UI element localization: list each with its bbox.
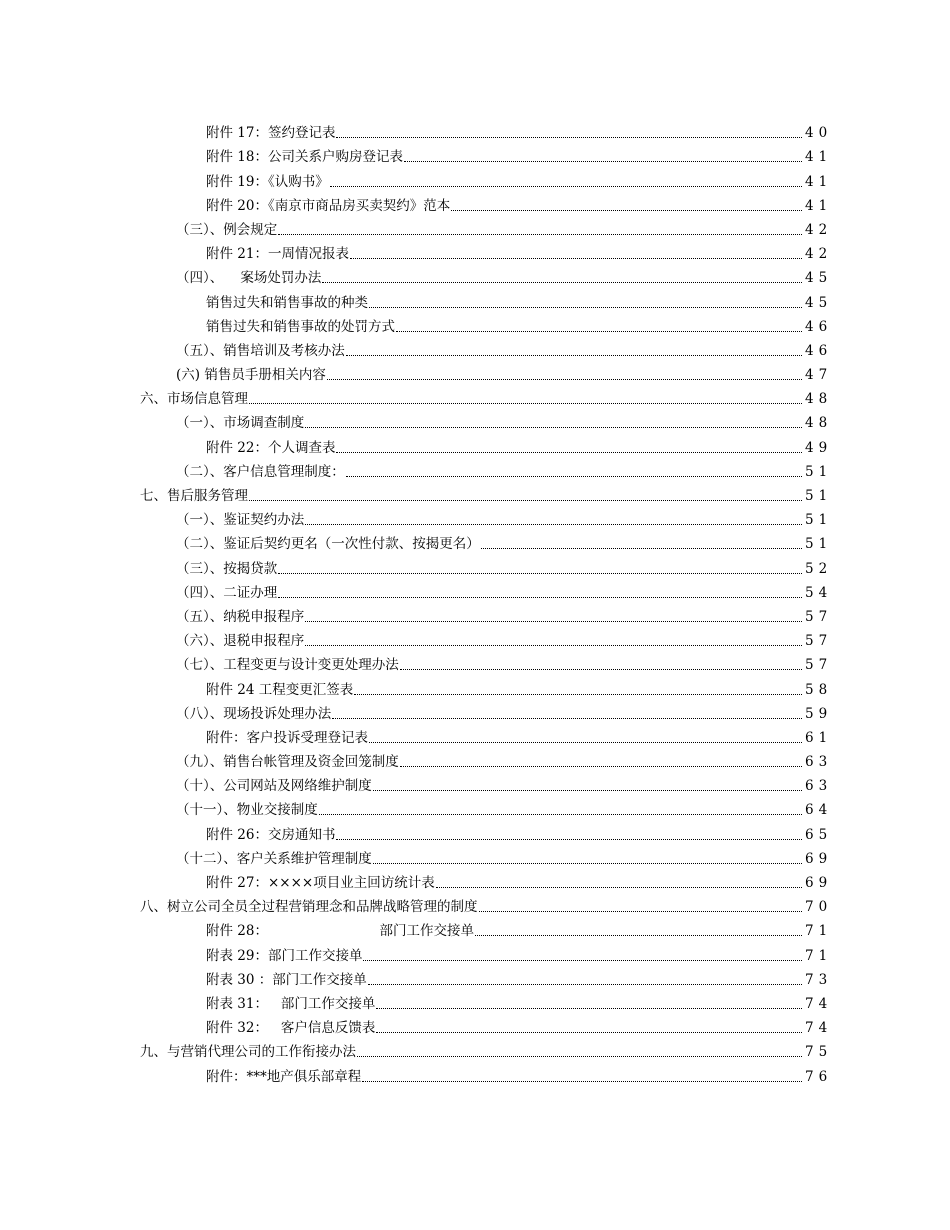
dot-leader	[350, 258, 802, 259]
toc-entry-title: （六）、退税申报程序	[176, 633, 305, 650]
toc-entry[interactable]	[0, 965, 950, 989]
toc-entry[interactable]	[0, 1061, 950, 1085]
dot-leader	[332, 718, 802, 719]
toc-entry-title: 附件 32： 客户信息反馈表	[206, 1020, 376, 1037]
toc-entry-title: （八）、现场投诉处理办法	[176, 705, 332, 722]
toc-entry-page-number: 74	[805, 1020, 833, 1037]
toc-entry[interactable]	[0, 819, 950, 843]
toc-entry-title: 附件 18：公司关系户购房登记表	[206, 149, 403, 166]
toc-entry[interactable]	[0, 868, 950, 892]
toc-entry-title: （四）、二证办理	[176, 584, 278, 601]
dot-leader	[376, 1032, 802, 1033]
toc-entry-title: 附件 20：《南京市商品房买卖契约》范本	[206, 197, 451, 214]
toc-entry[interactable]	[0, 481, 950, 505]
toc-entry-title: (六) 销售员手册相关内容	[176, 367, 326, 384]
dot-leader	[475, 935, 802, 936]
toc-entry[interactable]	[0, 287, 950, 311]
dot-leader	[319, 814, 802, 815]
toc-entry-title: （五）、纳税申报程序	[176, 608, 305, 625]
toc-entry[interactable]	[0, 650, 950, 674]
toc-entry-title: （十一）、物业交接制度	[176, 802, 318, 819]
dot-leader	[278, 573, 802, 574]
toc-entry-page-number: 46	[805, 342, 833, 359]
toc-entry-page-number: 57	[805, 633, 833, 650]
toc-entry-page-number: 76	[805, 1068, 833, 1085]
toc-entry-page-number: 51	[805, 463, 833, 480]
dot-leader	[336, 452, 802, 453]
toc-entry[interactable]	[0, 699, 950, 723]
dot-leader	[369, 742, 802, 743]
toc-entry[interactable]	[0, 457, 950, 481]
toc-entry-page-number: 74	[805, 995, 833, 1012]
dot-leader	[278, 234, 802, 235]
toc-entry-page-number: 41	[805, 173, 833, 190]
toc-entry-page-number: 70	[805, 899, 833, 916]
toc-entry-page-number: 57	[805, 608, 833, 625]
dot-leader	[479, 911, 803, 912]
dot-leader	[305, 427, 802, 428]
toc-entry[interactable]	[0, 239, 950, 263]
toc-entry[interactable]	[0, 1013, 950, 1037]
toc-entry[interactable]	[0, 602, 950, 626]
toc-entry-title: 附表 30 ：部门工作交接单	[206, 971, 367, 988]
dot-leader	[481, 548, 802, 549]
toc-entry[interactable]	[0, 505, 950, 529]
toc-entry-page-number: 54	[805, 584, 833, 601]
toc-entry-page-number: 71	[805, 923, 833, 940]
toc-entry-title: （九）、销售台帐管理及资金回笼制度	[176, 754, 399, 771]
toc-entry-title: （七）、工程变更与设计变更处理办法	[176, 657, 399, 674]
toc-entry-page-number: 49	[805, 439, 833, 456]
toc-entry[interactable]	[0, 118, 950, 142]
dot-leader	[305, 524, 802, 525]
toc-entry-page-number: 45	[805, 294, 833, 311]
toc-entry[interactable]	[0, 312, 950, 336]
dot-leader	[363, 960, 802, 961]
toc-entry[interactable]	[0, 795, 950, 819]
toc-entry-page-number: 42	[805, 246, 833, 263]
toc-entry-page-number: 47	[805, 367, 833, 384]
dot-leader	[346, 355, 802, 356]
toc-entry[interactable]	[0, 771, 950, 795]
toc-entry-page-number: 42	[805, 221, 833, 238]
toc-entry[interactable]	[0, 384, 950, 408]
toc-entry-page-number: 59	[805, 705, 833, 722]
dot-leader	[249, 500, 802, 501]
toc-entry-title: （一）、市场调查制度	[176, 415, 305, 432]
dot-leader	[305, 621, 802, 622]
toc-entry-page-number: 69	[805, 850, 833, 867]
dot-leader	[327, 379, 802, 380]
toc-entry-page-number: 63	[805, 778, 833, 795]
toc-entry[interactable]	[0, 723, 950, 747]
dot-leader	[330, 186, 802, 187]
dot-leader	[404, 161, 802, 162]
toc-entry-title: 附件 21：一周情况报表	[206, 246, 349, 263]
toc-entry[interactable]	[0, 529, 950, 553]
toc-entry-title: （十二）、客户关系维护管理制度	[176, 850, 372, 867]
toc-entry-title: 九、与营销代理公司的工作衔接办法	[140, 1044, 356, 1061]
toc-entry-page-number: 46	[805, 318, 833, 335]
dot-leader	[357, 1056, 802, 1057]
toc-entry-title: 附件 27：××××项目业主回访统计表	[206, 875, 435, 891]
toc-entry[interactable]	[0, 360, 950, 384]
toc-entry-page-number: 71	[805, 947, 833, 964]
dot-leader	[305, 645, 802, 646]
dot-leader	[249, 403, 802, 404]
toc-entry-title: 销售过失和销售事故的处罚方式	[206, 318, 395, 335]
dot-leader	[336, 137, 802, 138]
toc-entry-title: 六、市场信息管理	[140, 391, 248, 408]
dot-leader	[451, 210, 802, 211]
toc-entry-title: 附表 31： 部门工作交接单	[206, 995, 376, 1012]
dot-leader	[373, 863, 802, 864]
toc-entry[interactable]	[0, 916, 950, 940]
toc-entry-page-number: 58	[805, 681, 833, 698]
toc-entry-title: （十）、公司网站及网络维护制度	[176, 778, 372, 795]
toc-entry-page-number: 45	[805, 270, 833, 287]
toc-entry-title: （三）、例会规定	[176, 221, 278, 238]
toc-entry-title: （二）、鉴证后契约更名（一次性付款、按揭更名）	[176, 536, 480, 553]
dot-leader	[400, 669, 802, 670]
toc-entry-page-number: 51	[805, 488, 833, 504]
toc-entry[interactable]	[0, 1037, 950, 1061]
dot-leader	[336, 839, 802, 840]
toc-entry[interactable]	[0, 674, 950, 698]
toc-entry[interactable]	[0, 844, 950, 868]
toc-entry[interactable]	[0, 940, 950, 964]
toc-entry-page-number: 65	[805, 826, 833, 843]
toc-entry-page-number: 73	[805, 971, 833, 988]
toc-entry[interactable]	[0, 336, 950, 360]
toc-entry-title: 附件 24 工程变更汇签表	[206, 681, 354, 698]
dot-leader	[396, 331, 802, 332]
toc-entry-title: （三）、按揭贷款	[176, 560, 278, 577]
toc-entry[interactable]	[0, 142, 950, 166]
toc-entry[interactable]	[0, 553, 950, 577]
dot-leader	[373, 790, 802, 791]
toc-entry-page-number: 69	[805, 875, 833, 891]
toc-entry-title: 附件 17：签约登记表	[206, 125, 336, 142]
toc-entry-page-number: 64	[805, 802, 833, 819]
dot-leader	[400, 766, 802, 767]
toc-entry-page-number: 52	[805, 560, 833, 577]
toc-entry-page-number: 48	[805, 391, 833, 408]
toc-entry-title: （二）、客户信息管理制度：	[176, 463, 345, 480]
dot-leader	[362, 1081, 802, 1082]
toc-entry-title: 附件 26：交房通知书	[206, 826, 336, 843]
toc-entry-page-number: 41	[805, 197, 833, 214]
toc-entry[interactable]	[0, 166, 950, 190]
toc-entry-page-number: 48	[805, 415, 833, 432]
toc-entry-title: （四）、 案场处罚办法	[176, 270, 322, 287]
toc-entry-page-number: 51	[805, 536, 833, 553]
toc-entry-title: 附件：客户投诉受理登记表	[206, 729, 368, 746]
dot-leader	[278, 597, 802, 598]
toc-entry[interactable]	[0, 892, 950, 916]
toc-entry-page-number: 61	[805, 729, 833, 746]
toc-entry-page-number: 63	[805, 754, 833, 771]
toc-entry-page-number: 51	[805, 512, 833, 529]
toc-entry[interactable]	[0, 432, 950, 456]
toc-entry-title: 七、售后服务管理	[140, 488, 248, 504]
toc-entry[interactable]	[0, 191, 950, 215]
toc-entry-page-number: 40	[805, 125, 833, 142]
toc-entry-title: 附件 22：个人调查表	[206, 439, 336, 456]
toc-entry[interactable]	[0, 747, 950, 771]
dot-leader	[436, 887, 802, 888]
dot-leader	[376, 1008, 802, 1009]
toc-entry-title: 八、树立公司全员全过程营销理念和品牌战略管理的制度	[140, 899, 478, 916]
toc-entry-title: 附件 19：《认购书》	[206, 173, 329, 190]
toc-entry[interactable]	[0, 263, 950, 287]
toc-entry[interactable]	[0, 626, 950, 650]
dot-leader	[346, 476, 802, 477]
dot-leader	[322, 282, 802, 283]
toc-entry-title: 附件 28： 部门工作交接单	[206, 923, 475, 940]
toc-entry-title: （五）、销售培训及考核办法	[176, 342, 345, 359]
toc-entry[interactable]	[0, 215, 950, 239]
toc-entry-page-number: 57	[805, 657, 833, 674]
toc-entry[interactable]	[0, 408, 950, 432]
toc-entry[interactable]	[0, 989, 950, 1013]
toc-entry-page-number: 41	[805, 149, 833, 166]
dot-leader	[354, 694, 802, 695]
toc-entry-title: （一）、鉴证契约办法	[176, 512, 305, 529]
table-of-contents	[0, 118, 950, 1086]
dot-leader	[369, 307, 802, 308]
toc-entry-title: 附件：***地产俱乐部章程	[206, 1068, 362, 1085]
toc-entry-title: 销售过失和销售事故的种类	[206, 294, 368, 311]
toc-entry-title: 附表 29：部门工作交接单	[206, 947, 363, 964]
toc-entry[interactable]	[0, 578, 950, 602]
toc-entry-page-number: 75	[805, 1044, 833, 1061]
dot-leader	[368, 984, 802, 985]
